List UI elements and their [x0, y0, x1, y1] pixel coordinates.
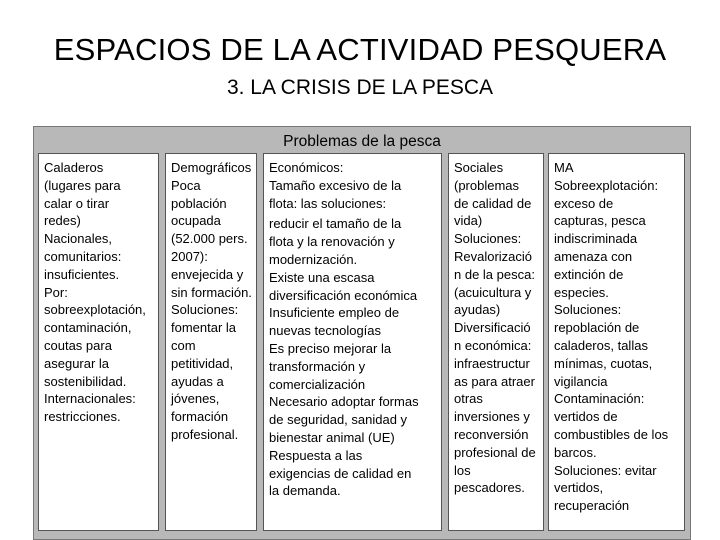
- cell-line: jóvenes,: [171, 391, 220, 407]
- column-demograficos: [165, 153, 257, 531]
- cell-line: MA: [554, 160, 574, 175]
- cell-line: Económicos:: [269, 160, 344, 175]
- cell-line: exceso de: [554, 195, 614, 211]
- cell-line: otras: [454, 391, 483, 407]
- cell-line: (problemas: [454, 177, 520, 193]
- cell-line: vigilancia: [554, 373, 608, 389]
- cell-line: Soluciones:: [454, 231, 522, 247]
- cell-line: fomentar la: [171, 320, 237, 336]
- cell-line: vertidos,: [554, 480, 604, 496]
- cell-line: reducir el tamaño de la: [269, 216, 402, 232]
- cell-line: Tamaño excesivo de la: [269, 177, 402, 193]
- slide-title: ESPACIOS DE LA ACTIVIDAD PESQUERA: [53, 32, 667, 67]
- cell-line: calar o tirar: [44, 195, 110, 211]
- cell-line: profesional de: [454, 444, 536, 460]
- slide-subtitle: 3. LA CRISIS DE LA PESCA: [226, 76, 494, 99]
- cell-line: Insuficiente empleo de: [269, 305, 400, 321]
- cell-line: población: [171, 195, 227, 211]
- cell-line: Es preciso mejorar la: [269, 340, 392, 356]
- cell-line: (lugares para: [44, 177, 121, 193]
- cell-line: diversificación económica: [269, 287, 418, 303]
- cell-line: Respuesta a las: [269, 447, 363, 463]
- table-header: Problemas de la pesca: [283, 133, 441, 150]
- cell-line: exigencias de calidad en: [269, 465, 412, 481]
- cell-line: contaminación,: [44, 320, 132, 336]
- column-economicos: [263, 153, 442, 531]
- cell-line: Por:: [44, 284, 68, 300]
- cell-line: n económica:: [454, 337, 532, 353]
- cell-line: envejecida y: [171, 266, 244, 282]
- cell-line: formación: [171, 409, 229, 425]
- cell-line: combustibles de los: [554, 426, 669, 442]
- cell-line: Contaminación:: [554, 391, 645, 407]
- column-medioambientales: [548, 153, 685, 531]
- cell-line: inversiones y: [454, 409, 530, 425]
- cell-line: reconversión: [454, 426, 529, 442]
- cell-line: caladeros, tallas: [554, 337, 648, 353]
- cell-line: sin formación.: [171, 284, 252, 300]
- cell-line: Caladeros: [44, 160, 104, 175]
- cell-line: Sociales: [454, 160, 504, 175]
- cell-line: amenaza con: [554, 248, 633, 264]
- column-caladeros: [38, 153, 159, 531]
- cell-line: Nacionales,: [44, 231, 112, 247]
- cell-line: n de la pesca:: [454, 266, 535, 282]
- cell-line: bienestar animal (UE): [269, 429, 395, 445]
- cell-line: ocupada: [171, 213, 221, 229]
- cell-line: Soluciones: evitar: [554, 462, 657, 478]
- cell-line: as para atraer: [454, 373, 535, 389]
- cell-line: repoblación de: [554, 320, 640, 336]
- cell-line: Necesario adoptar formas: [269, 394, 419, 410]
- cell-line: la demanda.: [269, 483, 341, 499]
- cell-line: modernización.: [269, 251, 358, 267]
- cell-line: Revalorizació: [454, 248, 533, 264]
- cell-line: coutas para: [44, 337, 112, 353]
- cell-line: recuperación: [554, 498, 630, 514]
- cell-line: mínimas, cuotas,: [554, 355, 653, 371]
- cell-line: asegurar la: [44, 355, 110, 371]
- cell-line: (52.000 pers.: [171, 231, 248, 247]
- cell-line: Diversificació: [454, 320, 531, 336]
- cell-line: de calidad de: [454, 195, 532, 211]
- cell-line: sobreexplotación,: [44, 302, 146, 318]
- cell-line: Poca: [171, 177, 201, 193]
- cell-line: comercialización: [269, 376, 366, 392]
- cell-line: insuficientes.: [44, 266, 120, 282]
- cell-line: nuevas tecnologías: [269, 323, 382, 339]
- cell-line: profesional.: [171, 426, 239, 442]
- cell-line: restricciones.: [44, 409, 121, 425]
- cell-line: sostenibilidad.: [44, 373, 127, 389]
- cell-line: petitividad,: [171, 355, 234, 371]
- cell-line: extinción de: [554, 266, 624, 282]
- cell-line: especies.: [554, 284, 609, 300]
- cell-line: infraestructur: [454, 355, 530, 371]
- cell-line: vertidos de: [554, 409, 618, 425]
- cell-line: barcos.: [554, 444, 597, 460]
- cell-line: Soluciones:: [171, 302, 239, 318]
- cell-line: capturas, pesca: [554, 213, 646, 229]
- cell-line: Internacionales:: [44, 391, 136, 407]
- cell-line: ayudas): [454, 302, 501, 318]
- cell-line: Sobreexplotación:: [554, 177, 659, 193]
- cell-line: comunitarios:: [44, 248, 122, 264]
- cell-line: Existe una escasa: [269, 269, 375, 285]
- cell-line: vida): [454, 213, 483, 229]
- cell-line: com: [171, 337, 196, 353]
- cell-line: indiscriminada: [554, 231, 638, 247]
- column-sociales: [448, 153, 544, 531]
- cell-line: transformación y: [269, 358, 366, 374]
- cell-line: flota y la renovación y: [269, 234, 395, 250]
- cell-line: 2007):: [171, 248, 208, 264]
- cell-line: de seguridad, sanidad y: [269, 412, 408, 428]
- cell-line: ayudas a: [171, 373, 224, 389]
- cell-line: Soluciones:: [554, 302, 622, 318]
- cell-line: Demográficos: [171, 160, 252, 175]
- cell-line: (acuicultura y: [454, 284, 532, 300]
- cell-line: pescadores.: [454, 480, 525, 496]
- cell-line: flota: las soluciones:: [269, 195, 387, 211]
- problems-table: [33, 126, 691, 540]
- cell-line: los: [454, 462, 471, 478]
- cell-line: redes): [44, 213, 81, 229]
